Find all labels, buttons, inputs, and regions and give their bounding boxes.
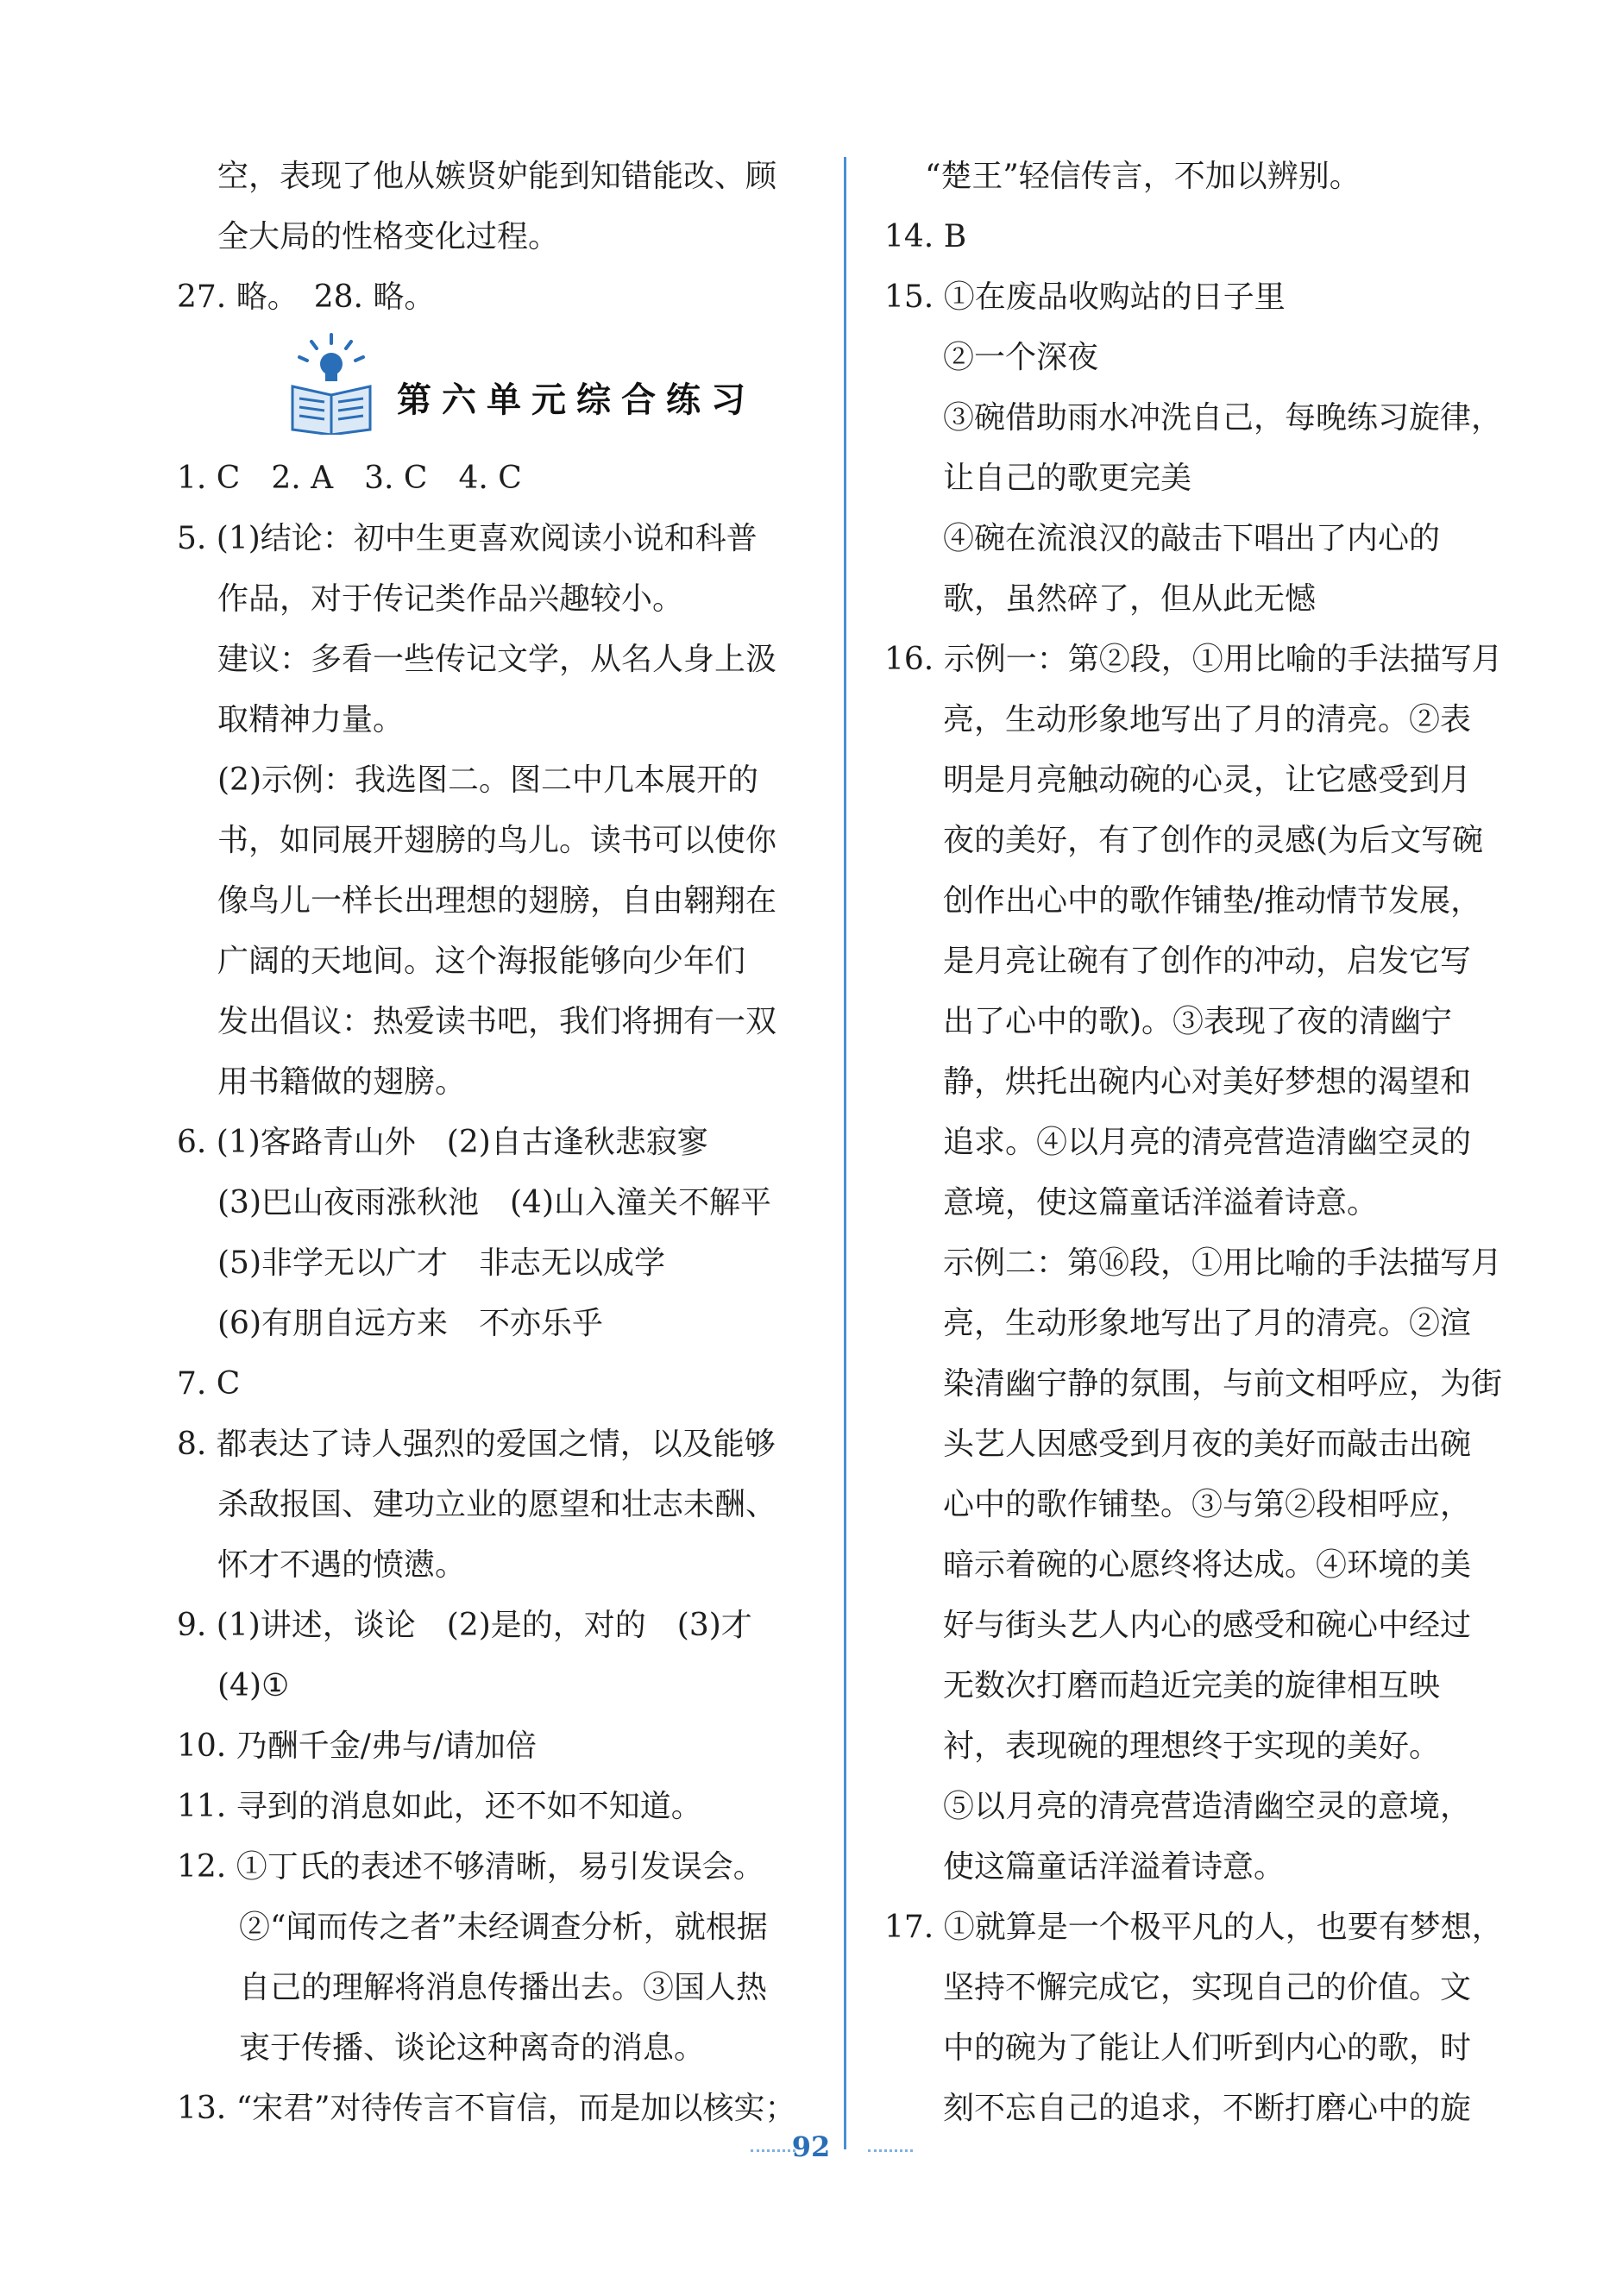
text-line: 示例二：第⑯段，①用比喻的手法描写月 bbox=[943, 1245, 1503, 1281]
text-line: 9. (1)讲述，谈论 (2)是的，对的 (3)才 bbox=[177, 1608, 752, 1643]
text-line: 怀才不遇的愤懑。 bbox=[217, 1547, 467, 1583]
lightbulb-book-icon bbox=[287, 333, 375, 435]
text-line: 取精神力量。 bbox=[217, 702, 405, 737]
text-line: 广阔的天地间。这个海报能够向少年们 bbox=[217, 944, 746, 979]
text-line: 使这篇童话洋溢着诗意。 bbox=[943, 1849, 1286, 1885]
text-line: 全大局的性格变化过程。 bbox=[217, 219, 560, 254]
text-line: ②一个深夜 bbox=[943, 340, 1099, 375]
text-line: 静，烘托出碗内心对美好梦想的渴望和 bbox=[943, 1064, 1472, 1100]
column-divider bbox=[844, 157, 846, 2149]
text-line: 像鸟儿一样长出理想的翅膀，自由翱翔在 bbox=[217, 883, 777, 919]
text-line: 杀敌报国、建功立业的愿望和壮志未酬、 bbox=[217, 1487, 777, 1522]
text-line: 10. 乃酬千金/弗与/请加倍 bbox=[177, 1728, 537, 1764]
section-header bbox=[177, 328, 828, 449]
page-number: 92 bbox=[791, 2130, 831, 2163]
text-line: 建议：多看一些传记文学，从名人身上汲 bbox=[217, 642, 777, 677]
text-line: 1. C 2. A 3. C 4. C bbox=[177, 461, 522, 496]
text-line: 衬，表现碗的理想终于实现的美好。 bbox=[943, 1728, 1441, 1764]
text-line: ②“闻而传之者”未经调查分析，就根据 bbox=[239, 1910, 768, 1945]
text-line: 空，表现了他从嫉贤妒能到知错能改、顾 bbox=[217, 159, 777, 194]
text-line: 刻不忘自己的追求，不断打磨心中的旋 bbox=[943, 2091, 1472, 2126]
text-line: 中的碗为了能让人们听到内心的歌，时 bbox=[943, 2030, 1472, 2066]
text-line: 是月亮让碗有了创作的冲动，启发它写 bbox=[943, 944, 1472, 979]
left-column bbox=[177, 147, 828, 2139]
text-line: 12. ①丁氏的表述不够清晰，易引发误会。 bbox=[177, 1849, 764, 1885]
text-line: 让自己的歌更完美 bbox=[943, 461, 1192, 496]
text-line: “楚王”轻信传言，不加以辨别。 bbox=[925, 159, 1361, 194]
text-line: 意境，使这篇童话洋溢着诗意。 bbox=[943, 1185, 1379, 1220]
text-line: 8. 都表达了诗人强烈的爱国之情，以及能够 bbox=[177, 1427, 776, 1462]
text-line: 自己的理解将消息传播出去。③国人热 bbox=[239, 1970, 768, 2005]
text-line: 无数次打磨而趋近完美的旋律相互映 bbox=[943, 1668, 1441, 1703]
text-line: 亮，生动形象地写出了月的清亮。②表 bbox=[943, 702, 1472, 737]
text-line: 17. ①就算是一个极平凡的人，也要有梦想， bbox=[884, 1910, 1503, 1945]
text-line: (6)有朋自远方来 不亦乐乎 bbox=[217, 1306, 603, 1341]
text-line: 心中的歌作铺垫。③与第②段相呼应， bbox=[943, 1487, 1472, 1522]
text-line: ④碗在流浪汉的敲击下唱出了内心的 bbox=[943, 521, 1441, 556]
text-line: (3)巴山夜雨涨秋池 (4)山入潼关不解平 bbox=[217, 1185, 771, 1220]
text-line: 用书籍做的翅膀。 bbox=[217, 1064, 467, 1100]
text-line: (5)非学无以广才 非志无以成学 bbox=[217, 1245, 665, 1281]
text-line: 出了心中的歌)。③表现了夜的清幽宁 bbox=[943, 1004, 1453, 1039]
text-line: 14. B bbox=[884, 219, 967, 254]
text-line: 6. (1)客路青山外 (2)自古逢秋悲寂寥 bbox=[177, 1125, 708, 1160]
text-line: 暗示着碗的心愿终将达成。④环境的美 bbox=[943, 1547, 1472, 1583]
right-column bbox=[884, 147, 1510, 2139]
text-line: 作品，对于传记类作品兴趣较小。 bbox=[217, 581, 684, 617]
text-line: 发出倡议：热爱读书吧，我们将拥有一双 bbox=[217, 1004, 777, 1039]
text-line: 坚持不懈完成它，实现自己的价值。文 bbox=[943, 1970, 1472, 2005]
text-line: 歌，虽然碎了，但从此无憾 bbox=[943, 581, 1317, 617]
text-line: 书，如同展开翅膀的鸟儿。读书可以使你 bbox=[217, 823, 777, 858]
text-line: 明是月亮触动碗的心灵，让它感受到月 bbox=[943, 762, 1472, 798]
text-line: 16. 示例一：第②段，①用比喻的手法描写月 bbox=[884, 642, 1503, 677]
text-line: 15. ①在废品收购站的日子里 bbox=[884, 279, 1286, 315]
section-title: 第六单元综合练习 bbox=[397, 380, 756, 420]
text-line: 夜的美好，有了创作的灵感(为后文写碗 bbox=[943, 823, 1484, 858]
text-line: ⑤以月亮的清亮营造清幽空灵的意境， bbox=[943, 1789, 1472, 1824]
text-line: 7. C bbox=[177, 1366, 241, 1402]
text-line: (4)① bbox=[217, 1668, 290, 1703]
text-line: 追求。④以月亮的清亮营造清幽空灵的 bbox=[943, 1125, 1472, 1160]
text-line: 13. “宋君”对待传言不盲信，而是加以核实； bbox=[177, 2091, 796, 2126]
text-line: 头艺人因感受到月夜的美好而敲击出碗 bbox=[943, 1427, 1472, 1462]
text-line: ③碗借助雨水冲洗自己，每晚练习旋律， bbox=[943, 400, 1503, 436]
text-line: 染清幽宁静的氛围，与前文相呼应，为街 bbox=[943, 1366, 1503, 1402]
text-line: 5. (1)结论：初中生更喜欢阅读小说和科普 bbox=[177, 521, 758, 556]
page-footer bbox=[0, 2123, 1622, 2175]
text-line: (2)示例：我选图二。图二中几本展开的 bbox=[217, 762, 758, 798]
text-line: 好与街头艺人内心的感受和碗心中经过 bbox=[943, 1608, 1472, 1643]
text-line: 创作出心中的歌作铺垫/推动情节发展， bbox=[943, 883, 1482, 919]
text-line: 亮，生动形象地写出了月的清亮。②渲 bbox=[943, 1306, 1472, 1341]
text-line: 11. 寻到的消息如此，还不如不知道。 bbox=[177, 1789, 702, 1824]
text-line: 衷于传播、谈论这种离奇的消息。 bbox=[239, 2030, 706, 2066]
footer-ornament bbox=[868, 2149, 913, 2152]
answer-27-28: 27. 略。 28. 略。 bbox=[177, 279, 436, 315]
